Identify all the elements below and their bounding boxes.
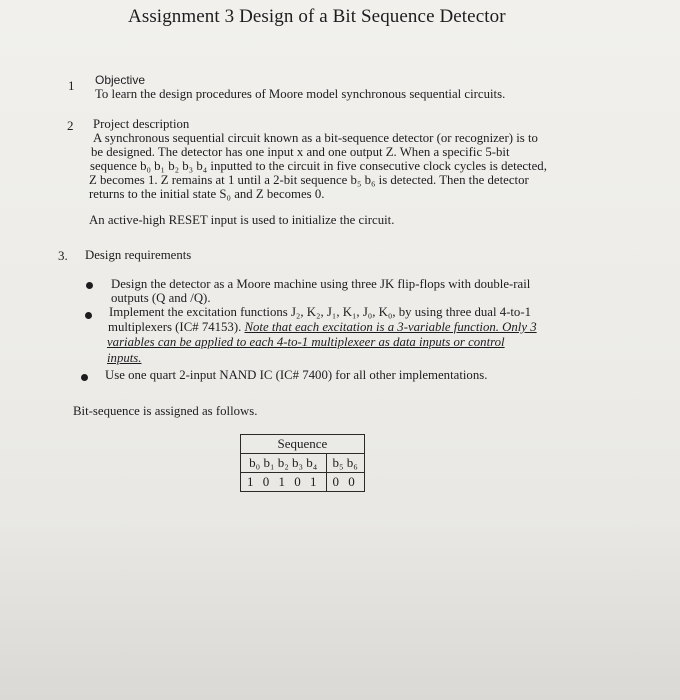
table-cell-value-b5-b6: 0 0 bbox=[326, 473, 364, 492]
bullet-1 bbox=[86, 282, 93, 289]
section-3-heading: Design requirements bbox=[85, 248, 192, 262]
table-header-row bbox=[241, 435, 365, 454]
requirement-1-line-1: Design the detector as a Moore machine using three JK flip-flops with double-rail bbox=[111, 277, 531, 291]
table-cell-label-b0-b4: b₀ b₁ b₂ b₃ b₄ bbox=[241, 454, 327, 473]
bullet-2 bbox=[85, 312, 92, 319]
page-title: Assignment 3 Design of a Bit Sequence Detector bbox=[128, 6, 506, 27]
section-1-heading: Objective bbox=[95, 73, 146, 87]
requirement-2-line-2 bbox=[108, 320, 537, 335]
reset-note: An active-high RESET input is used to initialize the circuit. bbox=[89, 213, 395, 227]
table-label-row bbox=[241, 454, 365, 473]
section-2-heading: Project description bbox=[93, 117, 190, 131]
table-value-row bbox=[241, 473, 365, 492]
sequence-table bbox=[240, 434, 365, 492]
requirement-1-line-2: outputs (Q and /Q). bbox=[111, 291, 211, 305]
table-header: Sequence bbox=[241, 435, 365, 454]
page-shadow bbox=[0, 520, 680, 700]
requirement-2-line-4: inputs. bbox=[107, 351, 142, 365]
section-2-line-4: Z becomes 1. Z remains at 1 until a 2-bit sequence b₅ b₆ is detected. Then the detector bbox=[89, 173, 529, 187]
requirement-2-line-3: variables can be applied to each 4-to-1 multiplexeer as data inputs or control bbox=[107, 335, 505, 349]
bullet-3 bbox=[81, 374, 88, 381]
assignment-note: Bit-sequence is assigned as follows. bbox=[73, 404, 258, 418]
requirement-3-line-1: Use one quart 2-input NAND IC (IC# 7400) for all other implementations. bbox=[105, 368, 488, 382]
section-2-line-1: A synchronous sequential circuit known as a bit-sequence detector (or recognizer) is to bbox=[93, 131, 538, 145]
table-cell-value-b0-b4: 1 0 1 0 1 bbox=[241, 473, 327, 492]
section-1-number: 1 bbox=[68, 78, 75, 93]
section-2-line-3: sequence b₀ b₁ b₂ b₃ b₄ inputted to the circuit in five consecutive clock cycles is detected, bbox=[90, 159, 547, 173]
section-1-text: To learn the design procedures of Moore model synchronous sequential circuits. bbox=[95, 87, 506, 101]
requirement-2-plain-text: multiplexers (IC# 74153). bbox=[108, 320, 245, 334]
section-2-number: 2 bbox=[67, 118, 74, 133]
section-2-line-5: returns to the initial state S₀ and Z becomes 0. bbox=[89, 187, 325, 201]
table-cell-label-b5-b6: b₅ b₆ bbox=[326, 454, 364, 473]
section-3-number: 3. bbox=[58, 248, 68, 263]
requirement-2-line-1: Implement the excitation functions J₂, K₂, J₁, K₁, J₀, K₀, by using three dual 4-to-1 bbox=[109, 305, 531, 319]
requirement-2-underlined-note: Note that each excitation is a 3-variable function. Only 3 bbox=[244, 320, 537, 334]
section-2-line-2: be designed. The detector has one input x and one output Z. When a specific 5-bit bbox=[91, 145, 510, 159]
